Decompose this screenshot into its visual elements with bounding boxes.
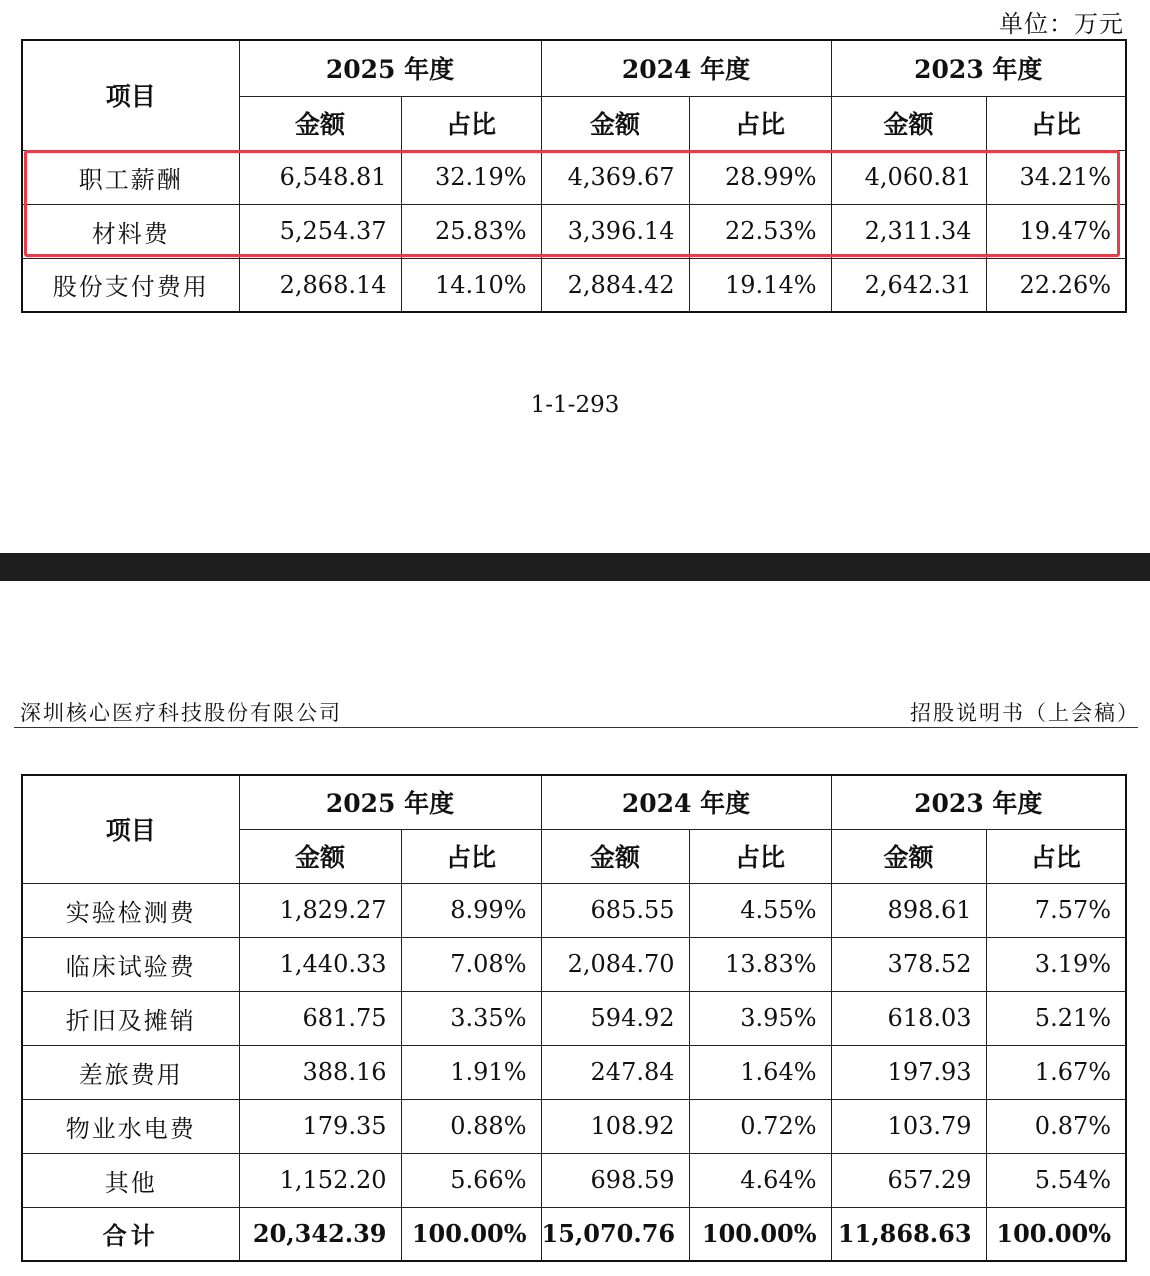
cell: 388.16 xyxy=(239,1045,401,1099)
header-year-2025: 2025 年度 xyxy=(239,40,541,96)
cell: 179.35 xyxy=(239,1099,401,1153)
cell: 2,884.42 xyxy=(541,258,689,312)
header-ratio: 占比 xyxy=(689,96,831,150)
cell: 7.08% xyxy=(401,937,541,991)
row-label: 其他 xyxy=(22,1153,239,1207)
table-row xyxy=(22,937,1126,991)
row-label: 股份支付费用 xyxy=(22,258,239,312)
cell: 5.54% xyxy=(986,1153,1126,1207)
total-cell: 15,070.76 xyxy=(541,1207,689,1261)
table-row xyxy=(22,1099,1126,1153)
cell: 1.67% xyxy=(986,1045,1126,1099)
cell: 14.10% xyxy=(401,258,541,312)
cell: 3,396.14 xyxy=(541,204,689,258)
table-row xyxy=(22,258,1126,312)
cell: 3.35% xyxy=(401,991,541,1045)
cell: 6,548.81 xyxy=(239,150,401,204)
header-year-2024: 2024 年度 xyxy=(541,40,831,96)
header-amount: 金额 xyxy=(541,829,689,883)
header-amount: 金额 xyxy=(831,96,986,150)
page-number: 1-1-293 xyxy=(530,392,620,418)
cell: 1,829.27 xyxy=(239,883,401,937)
cell: 34.21% xyxy=(986,150,1126,204)
cell: 0.87% xyxy=(986,1099,1126,1153)
header-year-2023: 2023 年度 xyxy=(831,40,1126,96)
row-label: 临床试验费 xyxy=(22,937,239,991)
cell: 0.72% xyxy=(689,1099,831,1153)
page-divider xyxy=(0,553,1150,581)
header-rule xyxy=(14,727,1138,728)
cell: 898.61 xyxy=(831,883,986,937)
cell: 3.19% xyxy=(986,937,1126,991)
cell: 22.53% xyxy=(689,204,831,258)
cell: 0.88% xyxy=(401,1099,541,1153)
total-cell: 100.00% xyxy=(689,1207,831,1261)
cell: 1,152.20 xyxy=(239,1153,401,1207)
cell: 5.66% xyxy=(401,1153,541,1207)
cell: 103.79 xyxy=(831,1099,986,1153)
header-item: 项目 xyxy=(22,40,239,150)
cell: 5,254.37 xyxy=(239,204,401,258)
cell: 594.92 xyxy=(541,991,689,1045)
total-cell: 11,868.63 xyxy=(831,1207,986,1261)
cell: 4,060.81 xyxy=(831,150,986,204)
cell: 32.19% xyxy=(401,150,541,204)
cell: 4,369.67 xyxy=(541,150,689,204)
total-label: 合计 xyxy=(22,1207,239,1261)
cell: 19.14% xyxy=(689,258,831,312)
expense-table-bottom xyxy=(21,774,1127,1262)
row-label: 物业水电费 xyxy=(22,1099,239,1153)
table-row xyxy=(22,150,1126,204)
cell: 3.95% xyxy=(689,991,831,1045)
cell: 25.83% xyxy=(401,204,541,258)
total-row xyxy=(22,1207,1126,1261)
document-type: 招股说明书（上会稿） xyxy=(910,701,1140,725)
row-label: 职工薪酬 xyxy=(22,150,239,204)
cell: 378.52 xyxy=(831,937,986,991)
header-ratio: 占比 xyxy=(986,96,1126,150)
cell: 7.57% xyxy=(986,883,1126,937)
unit-label: 单位：万元 xyxy=(999,10,1124,38)
header-amount: 金额 xyxy=(239,96,401,150)
table-row xyxy=(22,204,1126,258)
table-row xyxy=(22,991,1126,1045)
cell: 657.29 xyxy=(831,1153,986,1207)
company-name: 深圳核心医疗科技股份有限公司 xyxy=(20,701,342,725)
cell: 28.99% xyxy=(689,150,831,204)
row-label: 实验检测费 xyxy=(22,883,239,937)
total-cell: 20,342.39 xyxy=(239,1207,401,1261)
header-ratio: 占比 xyxy=(689,829,831,883)
total-cell: 100.00% xyxy=(401,1207,541,1261)
cell: 108.92 xyxy=(541,1099,689,1153)
header-year-2024: 2024 年度 xyxy=(541,775,831,829)
header-amount: 金额 xyxy=(239,829,401,883)
header-year-2023: 2023 年度 xyxy=(831,775,1126,829)
header-year-2025: 2025 年度 xyxy=(239,775,541,829)
cell: 1.64% xyxy=(689,1045,831,1099)
cell: 2,084.70 xyxy=(541,937,689,991)
cell: 2,642.31 xyxy=(831,258,986,312)
header-ratio: 占比 xyxy=(986,829,1126,883)
cell: 197.93 xyxy=(831,1045,986,1099)
row-label: 折旧及摊销 xyxy=(22,991,239,1045)
expense-table-top xyxy=(21,39,1127,313)
row-label: 差旅费用 xyxy=(22,1045,239,1099)
cell: 681.75 xyxy=(239,991,401,1045)
header-amount: 金额 xyxy=(541,96,689,150)
header-ratio: 占比 xyxy=(401,829,541,883)
table-row xyxy=(22,1045,1126,1099)
cell: 2,311.34 xyxy=(831,204,986,258)
cell: 698.59 xyxy=(541,1153,689,1207)
cell: 8.99% xyxy=(401,883,541,937)
total-cell: 100.00% xyxy=(986,1207,1126,1261)
cell: 247.84 xyxy=(541,1045,689,1099)
cell: 618.03 xyxy=(831,991,986,1045)
header-amount: 金额 xyxy=(831,829,986,883)
cell: 13.83% xyxy=(689,937,831,991)
cell: 4.64% xyxy=(689,1153,831,1207)
cell: 19.47% xyxy=(986,204,1126,258)
cell: 4.55% xyxy=(689,883,831,937)
header-item: 项目 xyxy=(22,775,239,883)
header-ratio: 占比 xyxy=(401,96,541,150)
cell: 1,440.33 xyxy=(239,937,401,991)
row-label: 材料费 xyxy=(22,204,239,258)
table-row xyxy=(22,883,1126,937)
cell: 2,868.14 xyxy=(239,258,401,312)
table-row xyxy=(22,1153,1126,1207)
cell: 22.26% xyxy=(986,258,1126,312)
cell: 5.21% xyxy=(986,991,1126,1045)
cell: 685.55 xyxy=(541,883,689,937)
cell: 1.91% xyxy=(401,1045,541,1099)
